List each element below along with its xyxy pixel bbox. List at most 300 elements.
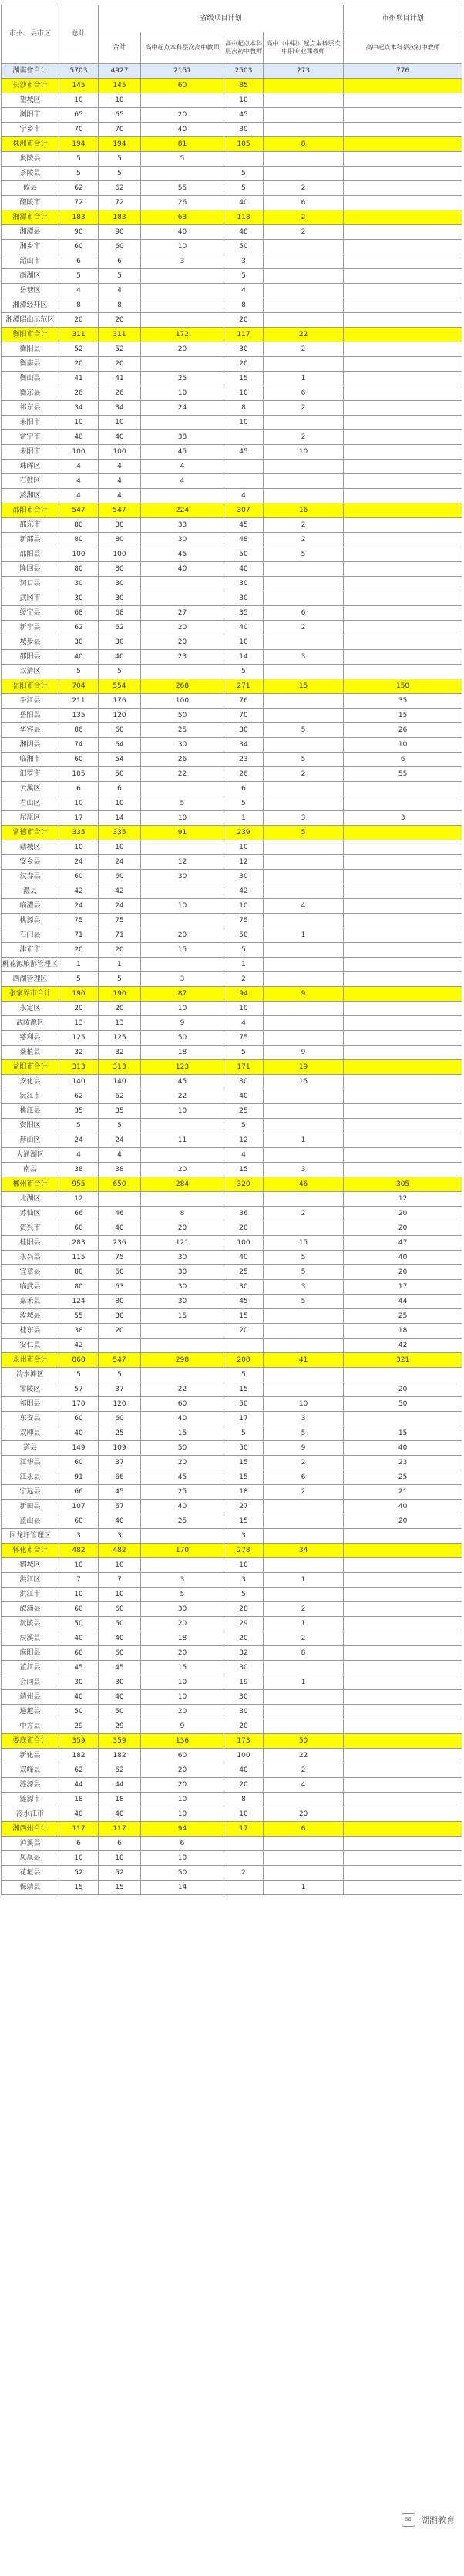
table-row <box>2 1588 462 1602</box>
city-plan-cell: 20 <box>344 1382 462 1397</box>
region-cell: 苏仙区 <box>2 1207 59 1221</box>
junior-cell: 5 <box>224 1426 264 1441</box>
vocational-cell: 8 <box>264 137 344 152</box>
city-plan-cell: 10 <box>344 738 462 753</box>
vocational-cell <box>264 1324 344 1339</box>
subtotal-cell: 6 <box>99 1837 141 1851</box>
table-row <box>2 1441 462 1456</box>
total-cell: 41 <box>59 372 99 386</box>
senior-cell: 20 <box>141 635 224 650</box>
total-cell: 182 <box>59 1749 99 1763</box>
senior-cell: 5 <box>141 152 224 167</box>
vocational-cell <box>264 298 344 313</box>
table-row <box>2 254 462 269</box>
region-cell: 湘西州合计 <box>2 1822 59 1837</box>
city-plan-cell <box>344 1002 462 1016</box>
total-cell: 4 <box>59 284 99 298</box>
subtotal-cell <box>99 1192 141 1207</box>
region-cell: 常宁市 <box>2 430 59 445</box>
senior-cell: 224 <box>141 503 224 518</box>
region-cell: 湘潭市合计 <box>2 210 59 225</box>
table-row <box>2 489 462 503</box>
total-cell: 62 <box>59 1763 99 1778</box>
table-row <box>2 1368 462 1382</box>
junior-cell: 5 <box>224 796 264 811</box>
junior-cell: 100 <box>224 1236 264 1251</box>
junior-cell: 75 <box>224 1031 264 1046</box>
junior-cell <box>224 1837 264 1851</box>
senior-cell: 60 <box>141 79 224 93</box>
region-cell: 芷江县 <box>2 1661 59 1675</box>
vocational-cell: 2 <box>264 181 344 196</box>
city-plan-cell: 40 <box>344 1441 462 1456</box>
region-cell: 鼎城区 <box>2 840 59 855</box>
senior-cell: 2151 <box>141 64 224 79</box>
senior-cell: 94 <box>141 1822 224 1837</box>
city-plan-cell: 20 <box>344 1221 462 1236</box>
total-cell: 72 <box>59 196 99 210</box>
subtotal-cell: 32 <box>99 1046 141 1060</box>
region-cell: 西湖管理区 <box>2 972 59 987</box>
region-cell: 冷水江市 <box>2 1807 59 1822</box>
senior-cell <box>141 782 224 796</box>
total-cell: 40 <box>59 1807 99 1822</box>
city-plan-cell <box>344 1602 462 1617</box>
city-total-row <box>2 137 462 152</box>
subtotal-cell: 20 <box>99 943 141 958</box>
vocational-cell <box>264 591 344 606</box>
senior-cell: 40 <box>141 1412 224 1426</box>
table-row <box>2 1382 462 1397</box>
total-cell: 10 <box>59 796 99 811</box>
vocational-cell <box>264 914 344 928</box>
subtotal-cell: 100 <box>99 547 141 562</box>
subtotal-cell: 20 <box>99 1002 141 1016</box>
junior-cell: 45 <box>224 108 264 123</box>
junior-cell <box>224 1339 264 1353</box>
subtotal-cell: 24 <box>99 1133 141 1148</box>
senior-cell: 15 <box>141 943 224 958</box>
region-cell: 北湖区 <box>2 1192 59 1207</box>
table-row <box>2 1280 462 1295</box>
subtotal-cell: 90 <box>99 225 141 240</box>
table-row <box>2 518 462 533</box>
total-cell: 24 <box>59 855 99 870</box>
senior-cell: 24 <box>141 401 224 416</box>
senior-cell: 20 <box>141 1456 224 1470</box>
subtotal-cell: 80 <box>99 518 141 533</box>
region-cell: 安仁县 <box>2 1339 59 1353</box>
region-cell: 汝城县 <box>2 1309 59 1324</box>
region-cell: 新邵县 <box>2 533 59 547</box>
subtotal-cell: 62 <box>99 1089 141 1104</box>
city-plan-cell <box>344 591 462 606</box>
region-cell: 洞口县 <box>2 577 59 591</box>
total-cell: 5 <box>59 152 99 167</box>
subtotal-cell: 5 <box>99 152 141 167</box>
table-row <box>2 1046 462 1060</box>
senior-cell: 20 <box>141 1646 224 1661</box>
city-plan-cell <box>344 870 462 884</box>
senior-cell: 3 <box>141 972 224 987</box>
region-cell: 怀化市合计 <box>2 1544 59 1558</box>
subtotal-cell: 24 <box>99 855 141 870</box>
total-cell: 6 <box>59 1837 99 1851</box>
subtotal-cell: 54 <box>99 753 141 767</box>
junior-cell: 278 <box>224 1544 264 1558</box>
vocational-cell: 4 <box>264 1778 344 1793</box>
table-row <box>2 1602 462 1617</box>
region-cell: 双峰县 <box>2 1763 59 1778</box>
subtotal-cell: 4 <box>99 284 141 298</box>
table-row <box>2 1646 462 1661</box>
vocational-cell <box>264 108 344 123</box>
total-cell: 194 <box>59 137 99 152</box>
junior-cell: 4 <box>224 1016 264 1031</box>
city-plan-cell: 18 <box>344 1324 462 1339</box>
subtotal-cell: 20 <box>99 1324 141 1339</box>
total-cell: 35 <box>59 1104 99 1119</box>
city-plan-cell <box>344 840 462 855</box>
subtotal-cell: 7 <box>99 1573 141 1588</box>
total-cell: 359 <box>59 1734 99 1749</box>
subtotal-cell: 4 <box>99 1148 141 1163</box>
junior-cell: 4 <box>224 284 264 298</box>
vocational-cell: 2 <box>264 1456 344 1470</box>
city-plan-cell <box>344 635 462 650</box>
total-cell: 60 <box>59 1456 99 1470</box>
vocational-cell <box>264 1529 344 1544</box>
vocational-cell <box>264 1837 344 1851</box>
junior-cell <box>224 1881 264 1895</box>
city-plan-cell <box>344 269 462 284</box>
region-cell: 江华县 <box>2 1456 59 1470</box>
vocational-cell: 9 <box>264 1441 344 1456</box>
city-plan-cell: 47 <box>344 1236 462 1251</box>
subtotal-cell: 46 <box>99 1207 141 1221</box>
total-cell: 5 <box>59 167 99 181</box>
junior-cell: 5 <box>224 1588 264 1602</box>
vocational-cell <box>264 635 344 650</box>
total-cell: 5 <box>59 665 99 679</box>
senior-cell <box>141 93 224 108</box>
table-row <box>2 1631 462 1646</box>
vocational-cell <box>264 1793 344 1807</box>
city-plan-cell <box>344 1837 462 1851</box>
table-row <box>2 1295 462 1309</box>
vocational-cell <box>264 562 344 577</box>
total-cell: 105 <box>59 767 99 782</box>
junior-cell: 10 <box>224 1002 264 1016</box>
region-cell: 花垣县 <box>2 1866 59 1881</box>
total-cell: 30 <box>59 577 99 591</box>
vocational-cell: 3 <box>264 1163 344 1177</box>
city-plan-cell <box>344 972 462 987</box>
vocational-cell <box>264 460 344 474</box>
senior-cell: 298 <box>141 1353 224 1368</box>
total-cell: 482 <box>59 1544 99 1558</box>
subtotal-cell: 40 <box>99 650 141 665</box>
vocational-cell: 6 <box>264 606 344 621</box>
subtotal-cell: 42 <box>99 884 141 899</box>
city-total-row <box>2 1353 462 1368</box>
subtotal-cell: 45 <box>99 1485 141 1500</box>
table-row <box>2 767 462 782</box>
city-total-row <box>2 826 462 840</box>
table-row <box>2 152 462 167</box>
senior-cell: 10 <box>141 1675 224 1690</box>
vocational-cell: 5 <box>264 826 344 840</box>
city-plan-cell <box>344 1544 462 1558</box>
junior-cell: 17 <box>224 1412 264 1426</box>
city-plan-cell <box>344 1675 462 1690</box>
vocational-cell: 2 <box>264 518 344 533</box>
table-row <box>2 1778 462 1793</box>
table-row <box>2 1339 462 1353</box>
vocational-cell: 1 <box>264 928 344 943</box>
region-cell: 茶陵县 <box>2 167 59 181</box>
city-plan-cell <box>344 401 462 416</box>
region-cell: 江永县 <box>2 1470 59 1485</box>
region-cell: 株洲市合计 <box>2 137 59 152</box>
vocational-cell <box>264 313 344 328</box>
region-cell: 资阳区 <box>2 1119 59 1133</box>
region-cell: 浏阳市 <box>2 108 59 123</box>
senior-cell: 30 <box>141 738 224 753</box>
vocational-cell <box>264 1588 344 1602</box>
senior-cell: 81 <box>141 137 224 152</box>
header-vocational-teacher: 高中（中职）起点本科层次中职专业课教师 <box>264 32 344 64</box>
subtotal-cell: 25 <box>99 1426 141 1441</box>
vocational-cell <box>264 1309 344 1324</box>
city-total-row <box>2 1544 462 1558</box>
senior-cell: 20 <box>141 108 224 123</box>
region-cell: 攸县 <box>2 181 59 196</box>
region-cell: 大通湖区 <box>2 1148 59 1163</box>
city-plan-cell <box>344 855 462 870</box>
senior-cell: 20 <box>141 1617 224 1631</box>
region-cell: 沅江市 <box>2 1089 59 1104</box>
region-cell: 永定区 <box>2 1002 59 1016</box>
junior-cell: 105 <box>224 137 264 152</box>
vocational-cell: 2 <box>264 430 344 445</box>
city-plan-cell <box>344 914 462 928</box>
table-row <box>2 635 462 650</box>
city-plan-cell: 25 <box>344 1309 462 1324</box>
total-cell: 5 <box>59 269 99 284</box>
total-cell: 62 <box>59 621 99 635</box>
city-plan-cell <box>344 1046 462 1060</box>
senior-cell: 11 <box>141 1133 224 1148</box>
vocational-cell <box>264 1382 344 1397</box>
region-cell: 邵阳县 <box>2 547 59 562</box>
vocational-cell: 2 <box>264 210 344 225</box>
vocational-cell <box>264 167 344 181</box>
senior-cell: 172 <box>141 328 224 342</box>
total-cell: 91 <box>59 1470 99 1485</box>
table-row <box>2 1851 462 1866</box>
senior-cell: 284 <box>141 1177 224 1192</box>
junior-cell <box>224 430 264 445</box>
table-row <box>2 313 462 328</box>
table-row <box>2 1397 462 1412</box>
region-cell: 涟源市 <box>2 1793 59 1807</box>
region-cell: 武陵源区 <box>2 1016 59 1031</box>
region-cell: 宁乡市 <box>2 123 59 137</box>
city-plan-cell <box>344 503 462 518</box>
table-row <box>2 914 462 928</box>
total-cell: 86 <box>59 723 99 738</box>
region-cell: 永州市合计 <box>2 1353 59 1368</box>
region-cell: 中方县 <box>2 1719 59 1734</box>
senior-cell: 18 <box>141 1631 224 1646</box>
vocational-cell <box>264 284 344 298</box>
total-cell: 311 <box>59 328 99 342</box>
vocational-cell <box>264 1339 344 1353</box>
junior-cell: 4 <box>224 489 264 503</box>
subtotal-cell: 26 <box>99 386 141 401</box>
total-cell: 80 <box>59 533 99 547</box>
senior-cell: 30 <box>141 1280 224 1295</box>
total-cell: 60 <box>59 1514 99 1529</box>
region-cell: 华容县 <box>2 723 59 738</box>
region-cell: 娄底市合计 <box>2 1734 59 1749</box>
city-plan-cell <box>344 123 462 137</box>
table-row <box>2 870 462 884</box>
table-row <box>2 753 462 767</box>
junior-cell: 10 <box>224 899 264 914</box>
subtotal-cell: 80 <box>99 1295 141 1309</box>
region-cell: 张家界市合计 <box>2 987 59 1002</box>
senior-cell: 4 <box>141 474 224 489</box>
subtotal-cell: 52 <box>99 342 141 357</box>
table-row <box>2 1719 462 1734</box>
table-row <box>2 474 462 489</box>
total-cell: 20 <box>59 1002 99 1016</box>
subtotal-cell: 20 <box>99 313 141 328</box>
subtotal-cell: 5 <box>99 167 141 181</box>
subtotal-cell: 10 <box>99 1558 141 1573</box>
city-plan-cell: 20 <box>344 1514 462 1529</box>
vocational-cell: 3 <box>264 1280 344 1295</box>
vocational-cell: 5 <box>264 1426 344 1441</box>
total-cell: 6 <box>59 254 99 269</box>
total-cell: 38 <box>59 1324 99 1339</box>
city-plan-cell <box>344 1646 462 1661</box>
region-cell: 沅陵县 <box>2 1617 59 1631</box>
subtotal-cell: 547 <box>99 1353 141 1368</box>
city-plan-cell <box>344 796 462 811</box>
table-row <box>2 372 462 386</box>
senior-cell: 50 <box>141 1866 224 1881</box>
region-cell: 君山区 <box>2 796 59 811</box>
city-plan-cell <box>344 430 462 445</box>
city-plan-cell: 20 <box>344 1207 462 1221</box>
table-row <box>2 899 462 914</box>
region-cell: 城步县 <box>2 635 59 650</box>
subtotal-cell: 40 <box>99 1514 141 1529</box>
senior-cell: 5 <box>141 1588 224 1602</box>
total-cell: 1 <box>59 958 99 972</box>
region-cell: 新宁县 <box>2 621 59 635</box>
vocational-cell: 2 <box>264 621 344 635</box>
subtotal-cell: 34 <box>99 401 141 416</box>
vocational-cell <box>264 1500 344 1514</box>
vocational-cell <box>264 357 344 372</box>
junior-cell: 2 <box>224 1866 264 1881</box>
city-plan-cell <box>344 533 462 547</box>
junior-cell: 36 <box>224 1207 264 1221</box>
city-plan-cell: 42 <box>344 1339 462 1353</box>
junior-cell: 23 <box>224 753 264 767</box>
table-row <box>2 650 462 665</box>
junior-cell: 29 <box>224 1617 264 1631</box>
junior-cell: 100 <box>224 1749 264 1763</box>
subtotal-cell: 194 <box>99 137 141 152</box>
total-cell: 15 <box>59 1881 99 1895</box>
region-cell: 蓝山县 <box>2 1514 59 1529</box>
vocational-cell: 10 <box>264 1397 344 1412</box>
total-cell: 52 <box>59 342 99 357</box>
subtotal-cell: 63 <box>99 1280 141 1295</box>
senior-cell: 22 <box>141 1089 224 1104</box>
region-cell: 湘潭县 <box>2 225 59 240</box>
senior-cell: 136 <box>141 1734 224 1749</box>
junior-cell: 28 <box>224 1602 264 1617</box>
city-plan-cell <box>344 1412 462 1426</box>
region-cell: 津市市 <box>2 943 59 958</box>
junior-cell: 4 <box>224 1148 264 1163</box>
senior-cell: 55 <box>141 181 224 196</box>
city-plan-cell <box>344 606 462 621</box>
region-cell: 湘乡市 <box>2 240 59 254</box>
senior-cell: 20 <box>141 1705 224 1719</box>
subtotal-cell: 650 <box>99 1177 141 1192</box>
subtotal-cell: 4 <box>99 474 141 489</box>
total-cell: 8 <box>59 298 99 313</box>
subtotal-cell: 10 <box>99 840 141 855</box>
table-row <box>2 1192 462 1207</box>
junior-cell: 12 <box>224 855 264 870</box>
junior-cell: 76 <box>224 694 264 709</box>
table-row <box>2 811 462 826</box>
junior-cell <box>224 152 264 167</box>
city-plan-cell <box>344 1104 462 1119</box>
total-cell: 42 <box>59 884 99 899</box>
table-row <box>2 342 462 357</box>
senior-cell: 40 <box>141 123 224 137</box>
region-cell: 澧县 <box>2 884 59 899</box>
total-cell: 283 <box>59 1236 99 1251</box>
total-cell: 30 <box>59 591 99 606</box>
total-cell: 57 <box>59 1382 99 1397</box>
senior-cell <box>141 1339 224 1353</box>
table-row <box>2 1675 462 1690</box>
total-cell: 190 <box>59 987 99 1002</box>
table-row <box>2 445 462 460</box>
header-junior-teacher: 高中起点本科层次初中教师 <box>224 32 264 64</box>
junior-cell <box>224 1851 264 1866</box>
table-row <box>2 401 462 416</box>
vocational-cell: 1 <box>264 1881 344 1895</box>
header-subtotal: 合计 <box>99 32 141 64</box>
senior-cell: 12 <box>141 855 224 870</box>
region-cell: 嘉禾县 <box>2 1295 59 1309</box>
vocational-cell: 10 <box>264 445 344 460</box>
junior-cell: 25 <box>224 1265 264 1280</box>
senior-cell <box>141 840 224 855</box>
table-row <box>2 181 462 196</box>
